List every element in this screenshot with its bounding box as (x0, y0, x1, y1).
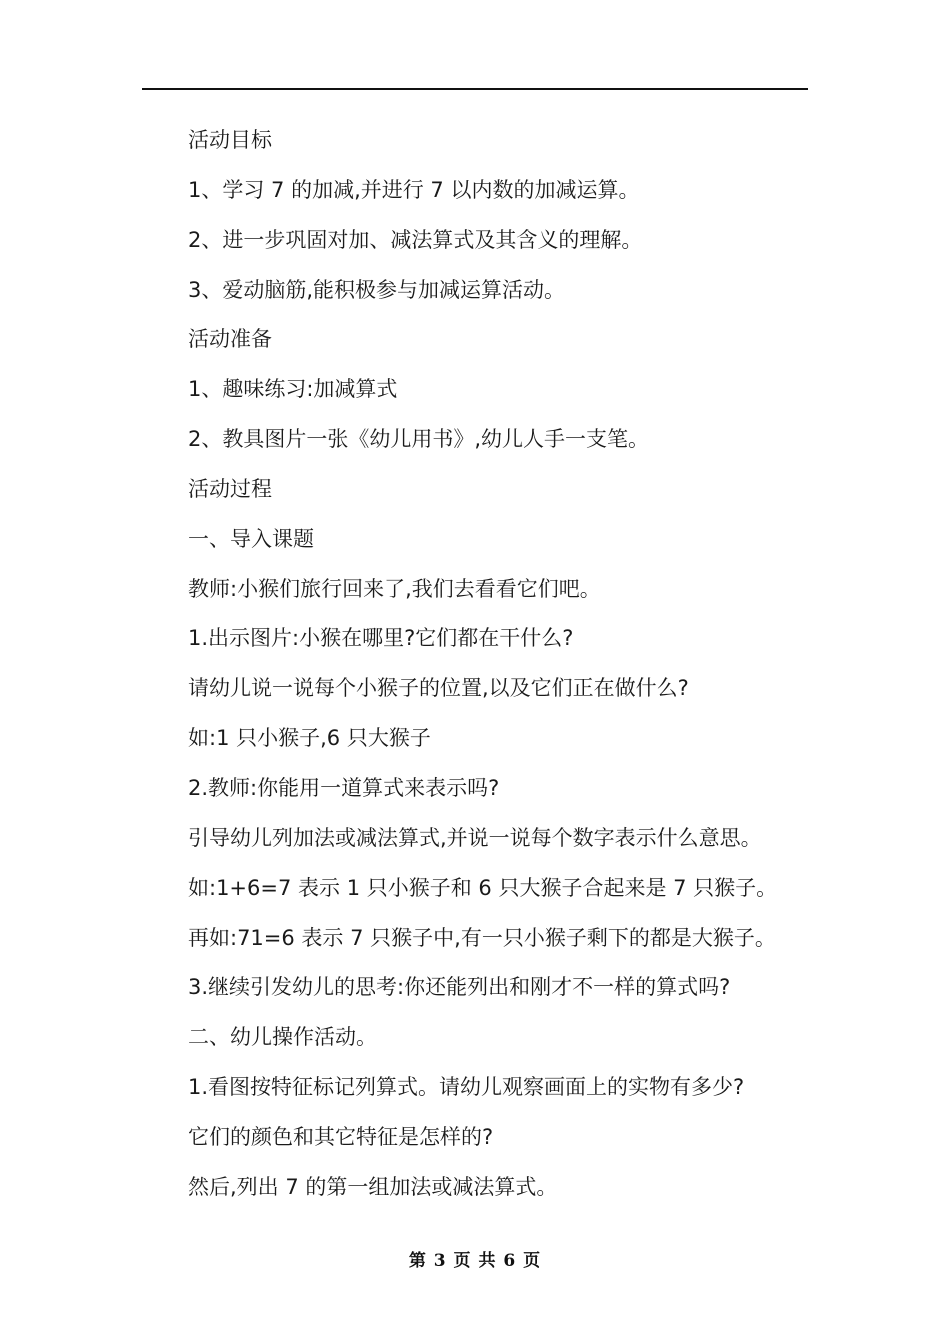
section-heading: 一、导入课题 (188, 526, 314, 551)
paragraph: 1.出示图片:小猴在哪里?它们都在干什么? (188, 626, 574, 651)
header-rule (142, 88, 808, 90)
paragraph: 3.继续引发幼儿的思考:你还能列出和刚才不一样的算式吗? (188, 975, 731, 1000)
paragraph: 2、进一步巩固对加、减法算式及其含义的理解。 (188, 227, 643, 252)
heading-activity-goals: 活动目标 (188, 128, 272, 152)
heading-activity-process: 活动过程 (188, 476, 272, 501)
paragraph: 1.看图按特征标记列算式。请幼儿观察画面上的实物有多少? (188, 1075, 745, 1100)
document-body (188, 116, 828, 1213)
paragraph: 教师:小猴们旅行回来了,我们去看看它们吧。 (188, 576, 601, 601)
paragraph: 3、爱动脑筋,能积极参与加减运算活动。 (188, 277, 566, 302)
paragraph: 然后,列出 7 的第一组加法或减法算式。 (188, 1174, 558, 1199)
paragraph: 它们的颜色和其它特征是怎样的? (188, 1124, 494, 1149)
section-heading: 二、幼儿操作活动。 (188, 1025, 377, 1050)
paragraph: 请幼儿说一说每个小猴子的位置,以及它们正在做什么? (188, 676, 689, 701)
page-number-footer: 第 3 页 共 6 页 (408, 1251, 542, 1271)
paragraph: 如:1 只小猴子,6 只大猴子 (188, 726, 431, 751)
paragraph: 2.教师:你能用一道算式来表示吗? (188, 775, 500, 800)
paragraph: 2、教具图片一张《幼儿用书》,幼儿人手一支笔。 (188, 427, 650, 452)
paragraph: 1、学习 7 的加减,并进行 7 以内数的加减运算。 (188, 177, 640, 202)
paragraph: 如:1+6=7 表示 1 只小猴子和 6 只大猴子合起来是 7 只猴子。 (188, 875, 778, 900)
paragraph: 引导幼儿列加法或减法算式,并说一说每个数字表示什么意思。 (188, 825, 762, 850)
paragraph: 再如:71=6 表示 7 只猴子中,有一只小猴子剩下的都是大猴子。 (188, 925, 776, 950)
paragraph: 1、趣味练习:加减算式 (188, 377, 398, 402)
heading-activity-preparation: 活动准备 (188, 327, 272, 352)
